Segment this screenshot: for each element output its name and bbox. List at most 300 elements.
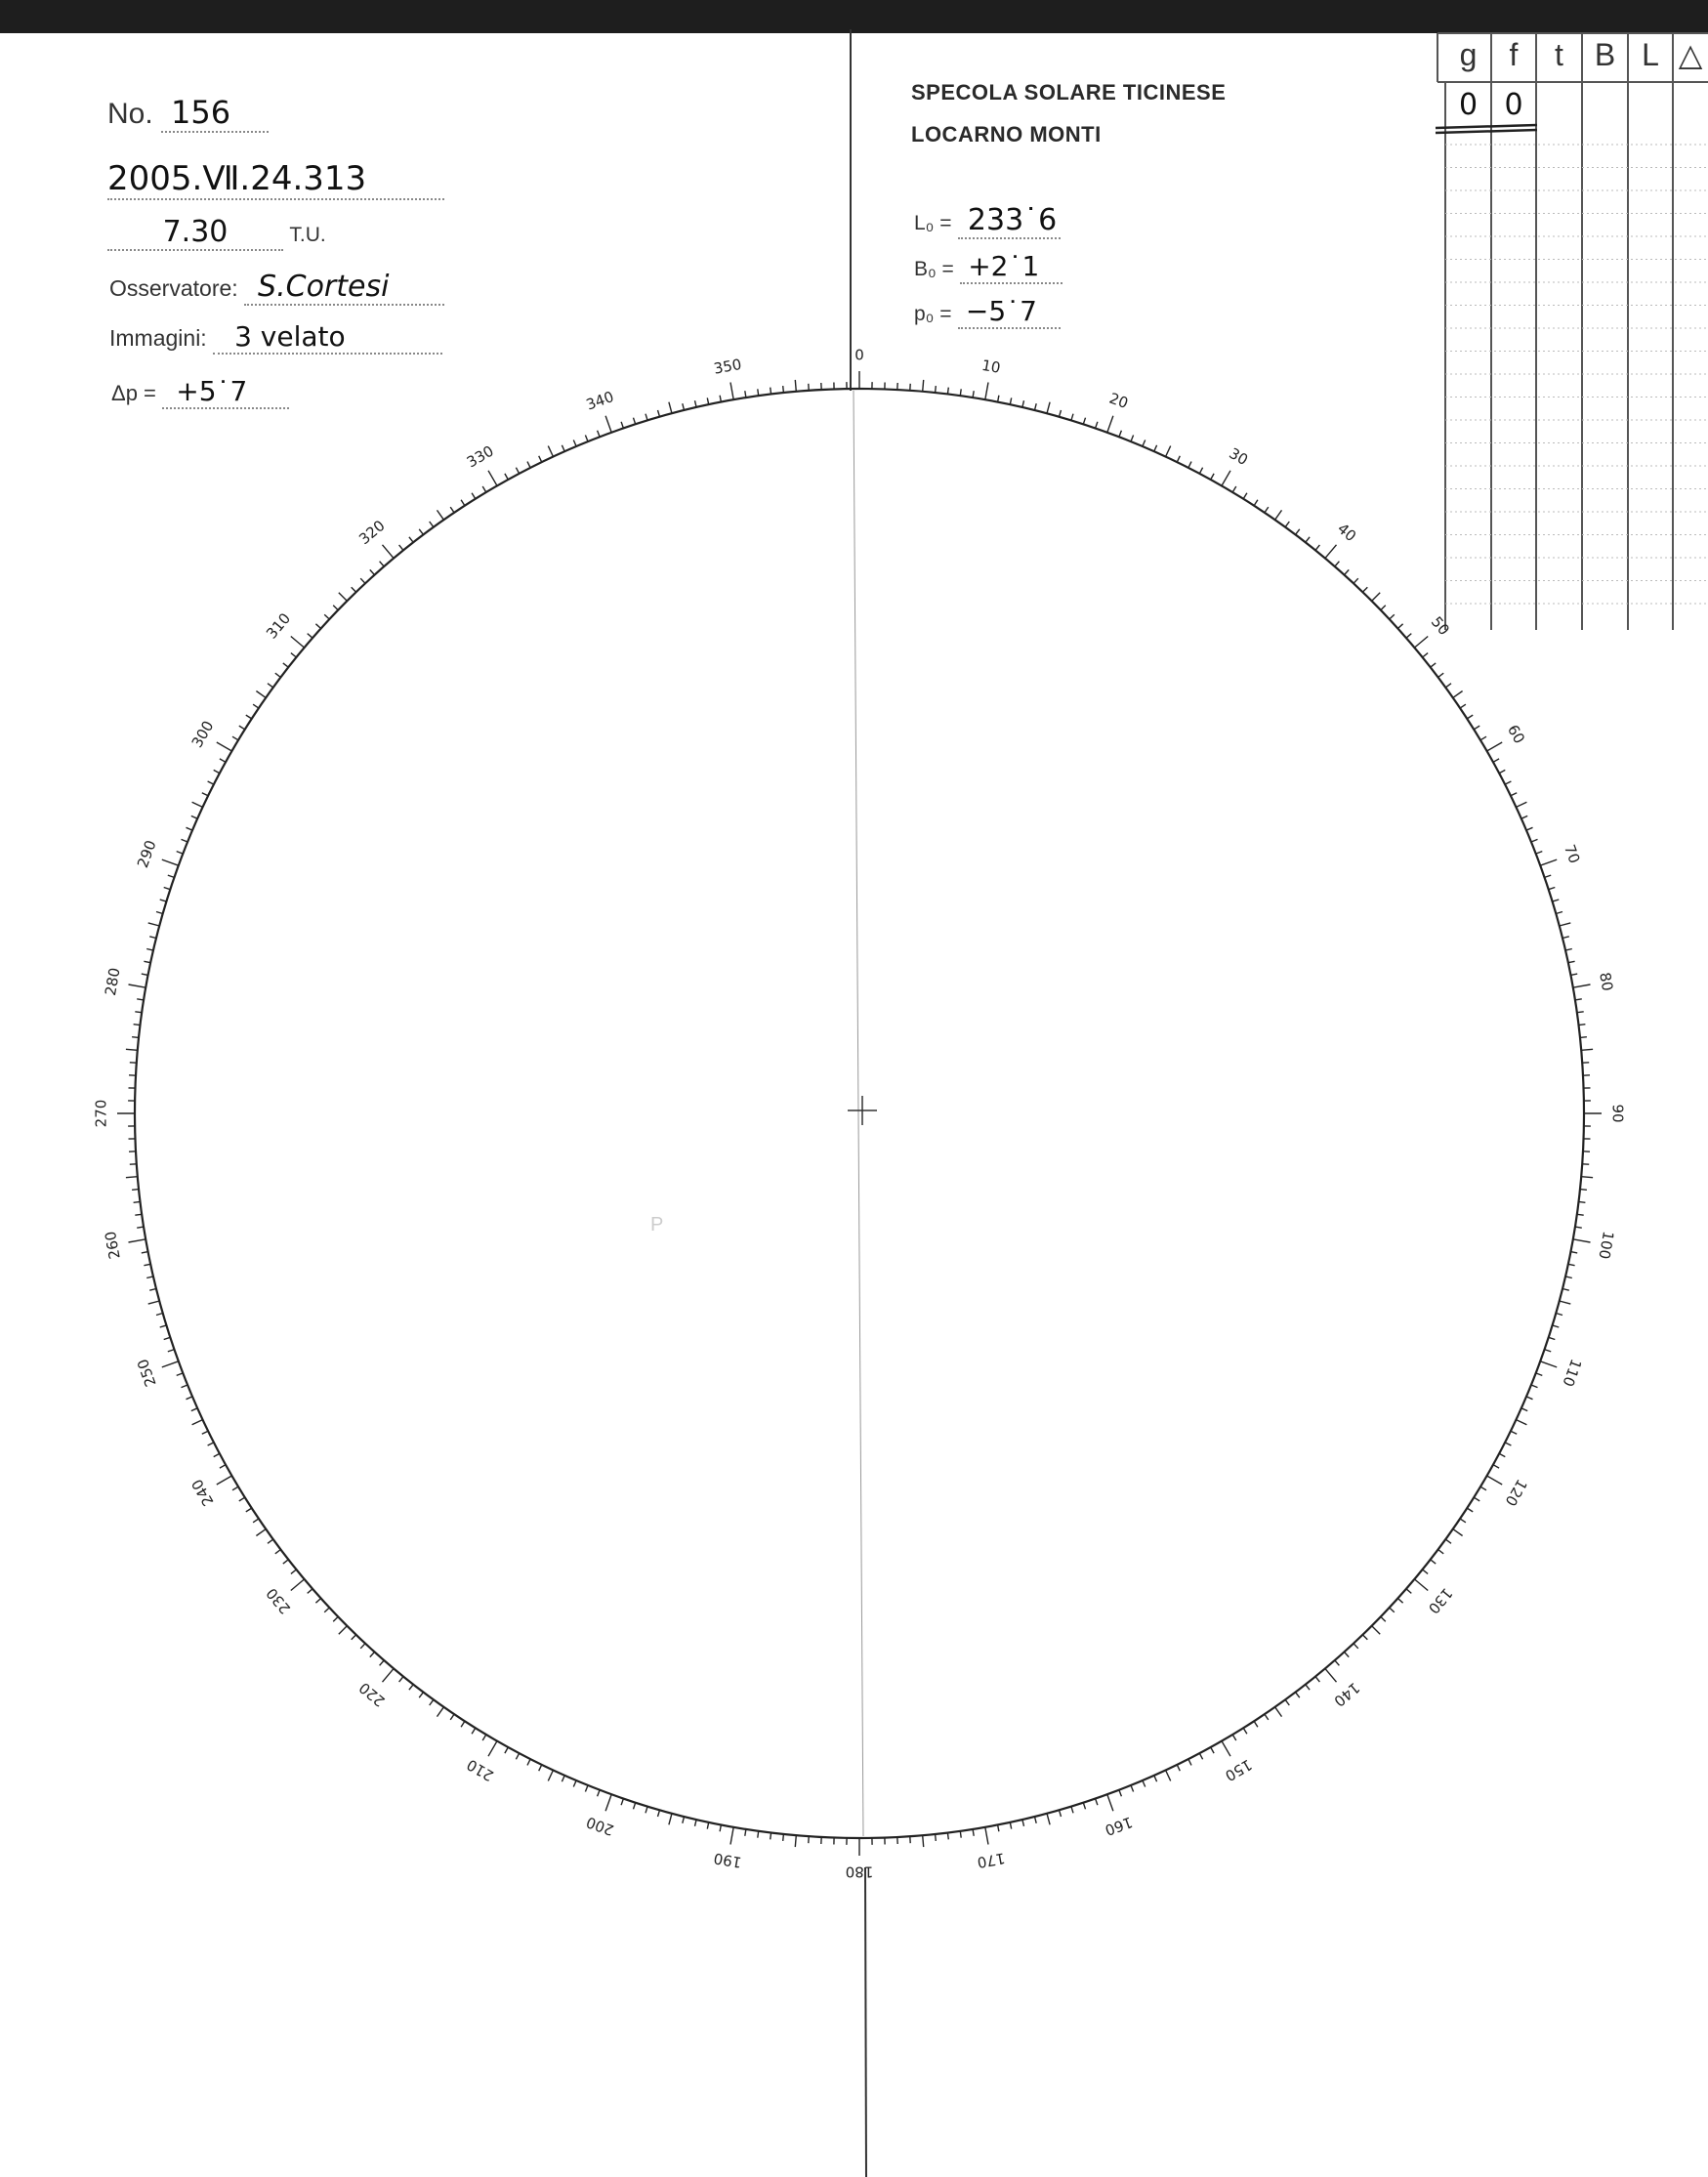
scale-tick: [1406, 1589, 1411, 1594]
scale-label: 200: [583, 1813, 616, 1840]
observer-value: S.Cortesi: [258, 270, 390, 304]
scale-tick: [168, 1350, 175, 1352]
scale-tick: [1499, 1453, 1505, 1456]
scale-tick: [1381, 606, 1386, 610]
scale-tick: [1517, 802, 1527, 807]
scale-tick: [1243, 493, 1247, 499]
scale-tick: [1362, 1635, 1367, 1640]
scale-tick: [409, 1685, 413, 1691]
scale-label: 150: [1222, 1755, 1256, 1785]
scale-tick: [1549, 888, 1556, 890]
scale-tick: [1177, 1765, 1180, 1771]
scale-tick: [437, 510, 444, 520]
scale-tick: [707, 1822, 708, 1829]
scale-tick: [562, 1776, 564, 1781]
scale-label: 240: [187, 1476, 218, 1510]
scale-tick: [1431, 663, 1437, 667]
scale-tick: [505, 474, 508, 480]
scale-tick: [1345, 569, 1350, 574]
scale-tick: [149, 1289, 156, 1291]
scale-tick: [758, 389, 759, 396]
scale-tick: [1474, 1497, 1479, 1501]
scale-tick: [646, 414, 647, 421]
scale-tick: [1199, 468, 1202, 474]
scale-label: 130: [1424, 1584, 1456, 1617]
scale-tick: [1345, 1652, 1350, 1656]
scale-tick: [1536, 1373, 1543, 1376]
scale-tick: [634, 418, 636, 425]
scale-tick: [539, 456, 542, 462]
scale-tick: [1325, 545, 1337, 559]
scale-tick: [548, 446, 553, 457]
scale-tick: [1545, 1350, 1552, 1352]
scale-tick: [275, 673, 281, 677]
scale-tick: [1556, 1314, 1562, 1316]
scale-tick: [162, 859, 179, 865]
scale-tick: [1285, 1699, 1289, 1705]
images-label: Immagini:: [109, 325, 207, 351]
date-value: 2005.Ⅶ.24.313: [107, 159, 367, 198]
number-label: No.: [107, 98, 153, 130]
scale-tick: [1390, 614, 1395, 619]
delta-p-label: Δp =: [111, 381, 156, 405]
scale-tick: [187, 827, 193, 830]
scale-tick: [430, 522, 434, 527]
scale-tick: [324, 614, 329, 619]
scale-tick: [1083, 1803, 1085, 1810]
scale-tick: [324, 1608, 329, 1612]
scale-tick: [164, 1337, 171, 1339]
scale-tick: [947, 388, 948, 395]
scale-tick: [217, 1476, 232, 1485]
scale-tick: [1096, 422, 1098, 429]
scale-tick: [283, 1560, 289, 1564]
scale-label: 170: [976, 1849, 1007, 1872]
scale-tick: [1580, 1037, 1587, 1038]
scale-tick: [1265, 507, 1269, 513]
scale-tick: [1119, 431, 1122, 438]
scale-tick: [202, 793, 208, 796]
scale-tick: [339, 593, 348, 602]
scale-label: 60: [1503, 721, 1529, 747]
p0-label: p₀ =: [914, 303, 952, 325]
scale-tick: [1553, 1325, 1560, 1327]
scale-tick: [160, 900, 167, 901]
scale-tick: [1335, 1660, 1340, 1665]
scale-tick: [1423, 653, 1429, 657]
scale-tick: [380, 1660, 385, 1665]
scale-tick: [177, 1373, 184, 1376]
scale-tick: [1575, 1227, 1582, 1228]
scale-tick: [1188, 462, 1191, 468]
scale-tick: [1119, 1790, 1122, 1797]
table-header-L: L: [1642, 37, 1659, 72]
scale-tick: [605, 416, 611, 433]
scale-tick: [253, 1519, 259, 1523]
scale-tick: [383, 1668, 395, 1682]
scale-tick: [1499, 770, 1505, 773]
scale-tick: [156, 912, 163, 914]
scale-tick: [315, 1599, 320, 1604]
scale-label: 260: [101, 1230, 124, 1261]
scale-tick: [1354, 1644, 1358, 1649]
scale-tick: [1480, 736, 1486, 740]
observatory-name: SPECOLA SOLARE TICINESE: [911, 80, 1227, 105]
scale-label: 50: [1427, 612, 1453, 639]
scale-label: 270: [92, 1099, 110, 1128]
scale-tick: [129, 984, 146, 987]
scale-label: 280: [101, 966, 124, 997]
scale-tick: [1390, 1608, 1395, 1612]
scale-tick: [1526, 827, 1533, 830]
scale-tick: [1549, 1337, 1556, 1339]
scale-tick: [973, 391, 974, 398]
scale-tick: [146, 949, 153, 951]
scale-tick: [1531, 1385, 1538, 1388]
scale-tick: [142, 1252, 148, 1253]
table-header-f: f: [1509, 37, 1519, 72]
scale-tick: [419, 1693, 423, 1698]
scale-tick: [1035, 403, 1037, 410]
scale-tick: [1315, 545, 1319, 551]
scale-tick: [783, 1834, 784, 1841]
scale-tick: [936, 386, 937, 393]
observer-label: Osservatore:: [109, 275, 238, 301]
scale-tick: [1487, 742, 1503, 751]
L0-label: L₀ =: [914, 212, 952, 234]
scale-label: 250: [133, 1357, 160, 1390]
scale-label: 320: [355, 517, 389, 549]
scale-tick: [669, 1814, 672, 1825]
scale-tick: [539, 1765, 542, 1771]
scale-tick: [182, 1385, 188, 1388]
scale-tick: [1285, 522, 1289, 527]
scale-tick: [291, 637, 305, 649]
scale-label: 110: [1559, 1357, 1586, 1390]
scale-tick: [220, 1465, 226, 1468]
scale-tick: [1467, 715, 1473, 719]
scale-tick: [208, 781, 214, 784]
scale-tick: [360, 578, 365, 583]
scale-tick: [1232, 1735, 1236, 1740]
scale-tick: [399, 545, 403, 551]
scale-tick: [1540, 1361, 1557, 1367]
scale-tick: [1372, 1626, 1381, 1635]
scale-tick: [1493, 759, 1499, 762]
scale-label: 70: [1560, 842, 1584, 866]
scale-tick: [1536, 852, 1543, 855]
scale-tick: [1511, 793, 1517, 796]
scale-tick: [621, 1799, 623, 1806]
scale-tick: [783, 386, 784, 393]
scale-tick: [758, 1831, 759, 1838]
scale-tick: [1397, 624, 1402, 629]
scale-tick: [419, 529, 423, 535]
scale-tick: [339, 1626, 348, 1635]
scale-tick: [144, 1264, 150, 1265]
p0-value: −5˙7: [965, 295, 1037, 327]
scale-label: 140: [1330, 1678, 1363, 1710]
scale-label: 290: [133, 837, 160, 870]
delta-p-value: +5˙7: [176, 375, 248, 407]
scale-tick: [164, 888, 171, 890]
scale-tick: [383, 545, 395, 559]
scale-label: 230: [263, 1584, 295, 1617]
scale-tick: [1362, 587, 1367, 592]
scale-tick: [1565, 949, 1572, 951]
scale-tick: [472, 493, 476, 499]
number-value: 156: [171, 94, 231, 131]
scale-tick: [1474, 726, 1479, 730]
scale-tick: [1166, 446, 1171, 457]
time-value: 7.30: [162, 215, 229, 249]
scale-tick: [683, 403, 685, 410]
scale-tick: [1581, 1049, 1593, 1050]
scale-tick: [134, 1025, 141, 1026]
scale-tick: [146, 1277, 153, 1278]
scale-label: 220: [355, 1678, 389, 1710]
scale-tick: [291, 653, 297, 657]
scale-tick: [1060, 410, 1062, 417]
observatory-location: LOCARNO MONTI: [911, 122, 1102, 147]
scale-tick: [573, 1780, 576, 1787]
scale-tick: [1511, 1431, 1517, 1434]
scale-tick: [239, 726, 245, 730]
scale-tick: [308, 634, 312, 639]
scale-tick: [430, 1699, 434, 1705]
scale-tick: [1556, 912, 1562, 914]
scale-tick: [168, 875, 175, 877]
scale-tick: [683, 1817, 685, 1823]
scale-tick: [1306, 1685, 1310, 1691]
scale-label: 40: [1334, 520, 1360, 546]
faint-p-mark: P: [650, 1214, 664, 1235]
scale-tick: [1296, 529, 1300, 535]
table-cell-f: 0: [1504, 88, 1523, 122]
scale-tick: [1575, 999, 1582, 1000]
scale-tick: [232, 736, 238, 740]
table-header-B: B: [1594, 37, 1616, 72]
L0-value: 233˙6: [967, 203, 1058, 237]
scale-label: 120: [1501, 1476, 1531, 1510]
scale-tick: [182, 839, 188, 842]
scale-tick: [450, 507, 454, 513]
scale-tick: [1083, 418, 1085, 425]
scale-tick: [562, 445, 564, 451]
scale-tick: [149, 937, 156, 939]
scale-tick: [129, 1239, 146, 1242]
scale-tick: [333, 1616, 338, 1621]
scale-tick: [516, 1753, 519, 1759]
scale-tick: [1060, 1810, 1062, 1817]
scale-tick: [1560, 1301, 1571, 1304]
scale-tick: [214, 1453, 220, 1456]
scale-tick: [923, 380, 924, 392]
scale-label: 10: [979, 356, 1002, 377]
scale-tick: [1211, 1747, 1214, 1753]
scale-tick: [1010, 1822, 1011, 1829]
scale-tick: [573, 440, 576, 447]
scale-tick: [132, 1190, 139, 1191]
scale-tick: [1531, 839, 1538, 842]
scale-tick: [1562, 1289, 1569, 1291]
scale-tick: [1570, 974, 1577, 975]
scale-tick: [214, 770, 220, 773]
scale-tick: [605, 1794, 611, 1811]
scale-label: 210: [463, 1755, 497, 1785]
scale-tick: [1577, 1012, 1584, 1013]
scale-tick: [527, 1759, 530, 1765]
scale-tick: [126, 1049, 138, 1050]
table-header-g: g: [1459, 37, 1478, 72]
scale-tick: [1035, 1817, 1037, 1823]
scale-tick: [1467, 1508, 1473, 1512]
scale-tick: [1568, 1264, 1575, 1265]
scale-tick: [1143, 1780, 1146, 1787]
scale-tick: [1372, 593, 1381, 602]
scale-tick: [1487, 1476, 1503, 1485]
scale-tick: [246, 1508, 252, 1512]
scale-label: 90: [1608, 1104, 1627, 1123]
scale-tick: [527, 462, 530, 468]
scale-tick: [658, 410, 660, 417]
scale-tick: [1460, 1519, 1466, 1523]
scale-tick: [585, 1785, 588, 1792]
scale-tick: [669, 402, 672, 414]
scale-tick: [1188, 1759, 1191, 1765]
scale-tick: [646, 1807, 647, 1814]
scale-tick: [1423, 1570, 1429, 1573]
scale-tick: [505, 1747, 508, 1753]
scale-tick: [1022, 400, 1024, 407]
scale-tick: [1071, 1807, 1073, 1814]
scale-tick: [1573, 1239, 1591, 1242]
scale-tick: [156, 1314, 163, 1316]
scale-tick: [1381, 1616, 1386, 1621]
scale-tick: [1107, 416, 1113, 433]
scale-tick: [1414, 1579, 1428, 1591]
B0-label: B₀ =: [914, 258, 954, 280]
scale-tick: [1199, 1753, 1202, 1759]
scale-tick: [1265, 1714, 1269, 1720]
scale-tick: [187, 1397, 193, 1400]
scale-label: 330: [463, 441, 497, 472]
scale-tick: [598, 1790, 601, 1797]
scale-tick: [144, 961, 150, 962]
scale-tick: [1521, 816, 1527, 818]
scale-tick: [923, 1835, 924, 1847]
scale-tick: [1573, 984, 1591, 987]
scale-tick: [1131, 436, 1134, 442]
scale-tick: [1306, 537, 1310, 543]
B0-value: +2˙1: [968, 250, 1040, 282]
scale-tick: [450, 1714, 454, 1720]
scale-tick: [134, 1201, 141, 1202]
scale-tick: [1526, 1397, 1533, 1400]
scale-tick: [291, 1579, 305, 1591]
scale-tick: [315, 624, 320, 629]
scale-tick: [516, 468, 519, 474]
scale-tick: [960, 389, 961, 396]
scale-tick: [1222, 471, 1230, 486]
scale-tick: [1166, 1771, 1171, 1781]
scale-tick: [482, 1735, 486, 1740]
scale-tick: [246, 715, 252, 719]
scale-tick: [360, 1644, 365, 1649]
scale-tick: [488, 1741, 497, 1757]
scale-tick: [1010, 398, 1011, 404]
scale-tick: [137, 1227, 144, 1228]
scale-tick: [135, 1012, 142, 1013]
center-cross: [848, 1096, 877, 1125]
scale-tick: [488, 471, 497, 486]
scale-tick: [399, 1677, 403, 1683]
scale-tick: [1325, 1668, 1337, 1682]
scale-tick: [1177, 456, 1180, 462]
table-header-t: t: [1555, 37, 1563, 72]
scale-tick: [192, 1420, 203, 1425]
scale-tick: [256, 1529, 266, 1536]
scale-tick: [126, 1177, 138, 1178]
scale-tick: [1553, 900, 1560, 901]
scale-tick: [707, 398, 708, 404]
scale-tick: [998, 396, 999, 402]
scale-tick: [1154, 1776, 1157, 1781]
scale-label: 300: [187, 717, 218, 751]
scale-tick: [947, 1833, 948, 1840]
scale-tick: [973, 1829, 974, 1836]
scale-tick: [370, 569, 375, 574]
images-value: 3 velato: [234, 320, 346, 353]
scale-tick: [352, 587, 356, 592]
scale-tick: [730, 1827, 733, 1845]
scale-tick: [1540, 859, 1557, 865]
scale-tick: [380, 562, 385, 566]
scale-tick: [1579, 1201, 1586, 1202]
scale-tick: [1315, 1677, 1319, 1683]
scale-tick: [1460, 704, 1466, 708]
scale-tick: [1453, 691, 1463, 698]
scale-tick: [1243, 1728, 1247, 1734]
disk-limb: [135, 389, 1584, 1838]
scale-tick: [1211, 474, 1214, 480]
scale-tick: [695, 400, 697, 407]
scale-tick: [1275, 1707, 1282, 1717]
scale-tick: [1565, 1277, 1572, 1278]
scale-tick: [482, 486, 486, 492]
scale-tick: [461, 500, 465, 506]
scale-tick: [253, 704, 259, 708]
scale-tick: [1222, 1741, 1230, 1757]
scale-label: 350: [712, 355, 743, 378]
scale-tick: [256, 691, 266, 698]
scale-tick: [1354, 578, 1358, 583]
scale-tick: [745, 391, 746, 398]
scale-tick: [1505, 1443, 1511, 1445]
scale-label: 30: [1226, 443, 1252, 470]
scale-tick: [1096, 1799, 1098, 1806]
scale-label: 310: [263, 609, 295, 643]
scale-tick: [634, 1803, 636, 1810]
scale-label: 160: [1103, 1813, 1136, 1840]
scale-tick: [1438, 1550, 1444, 1554]
scale-tick: [192, 802, 203, 807]
scale-tick: [1560, 923, 1571, 926]
scale-tick: [585, 436, 588, 442]
scale-tick: [960, 1831, 961, 1838]
scale-tick: [461, 1721, 465, 1727]
scale-tick: [370, 1652, 375, 1656]
